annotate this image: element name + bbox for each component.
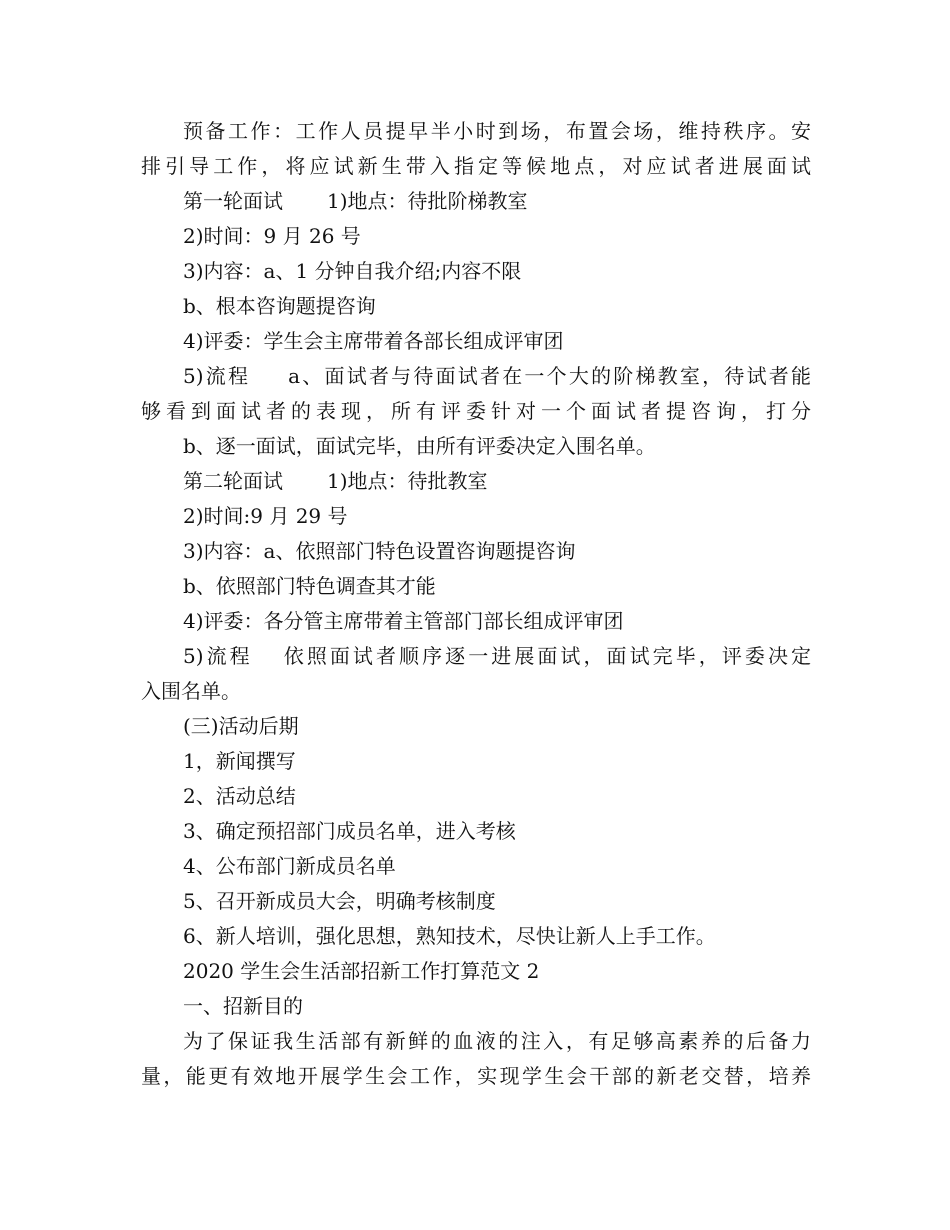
- second-round-heading-line: [141, 464, 811, 499]
- paragraph-line: [141, 254, 811, 289]
- line-text: 6、新人培训，强化思想，熟知技术，尽快让新人上手工作。: [183, 924, 716, 948]
- paragraph-line: [141, 114, 811, 149]
- line-text: 4、公布部门新成员名单: [183, 854, 396, 878]
- list-item: [141, 779, 811, 814]
- paragraph-line: [141, 429, 811, 464]
- paragraph-line: [141, 1059, 811, 1094]
- list-item: [141, 744, 811, 779]
- line-text: 3)内容：a、依照部门特色设置咨询题提咨询: [183, 539, 576, 563]
- line-text: 一、招新目的: [183, 994, 303, 1018]
- list-item: [141, 849, 811, 884]
- paragraph-line: [141, 324, 811, 359]
- paragraph-line: [141, 394, 811, 429]
- section-heading: [141, 709, 811, 744]
- line-text: b、依照部门特色调查其才能: [183, 574, 436, 598]
- paragraph-line: [141, 604, 811, 639]
- line-text: 1)地点：待批阶梯教室: [327, 189, 528, 213]
- line-text: 入围名单。: [141, 679, 241, 703]
- first-round-heading-line: [141, 184, 811, 219]
- process-line: [141, 639, 811, 674]
- line-text: b、根本咨询题提咨询: [183, 294, 376, 318]
- line-text: 2020 学生会生活部招新工作打算范文 2: [183, 959, 540, 983]
- line-text: 1)地点：待批教室: [327, 469, 488, 493]
- line-text: 4)评委：各分管主席带着主管部门部长组成评审团: [183, 609, 624, 633]
- paragraph-line: [141, 499, 811, 534]
- line-text: 5、召开新成员大会，明确考核制度: [183, 889, 496, 913]
- paragraph-line: [141, 289, 811, 324]
- paragraph-line: [141, 569, 811, 604]
- process-line: [141, 359, 811, 394]
- paragraph-line: [141, 1024, 811, 1059]
- list-item: [141, 884, 811, 919]
- line-text: 第一轮面试: [183, 189, 283, 213]
- line-text: 3)内容：a、1 分钟自我介绍;内容不限: [183, 259, 522, 283]
- line-text: 依照面试者顺序逐一进展面试，面试完毕，评委决定: [280, 644, 812, 668]
- paragraph-line: [141, 534, 811, 569]
- line-text: 2、活动总结: [183, 784, 296, 808]
- paragraph-line: [141, 219, 811, 254]
- document-title: [141, 954, 811, 989]
- line-text: 够看到面试者的表现，所有评委针对一个面试者提咨询，打分: [141, 399, 811, 423]
- paragraph-line: [141, 149, 811, 184]
- line-text: 第二轮面试: [183, 469, 283, 493]
- document-body: [141, 114, 811, 1094]
- line-text: 3、确定预招部门成员名单，进入考核: [183, 819, 516, 843]
- line-text: 为了保证我生活部有新鲜的血液的注入，有足够高素养的后备力: [183, 1029, 811, 1053]
- list-item: [141, 814, 811, 849]
- line-text: b、逐一面试，面试完毕，由所有评委决定入围名单。: [183, 434, 656, 458]
- line-text: 4)评委：学生会主席带着各部长组成评审团: [183, 329, 564, 353]
- section-heading: [141, 989, 811, 1024]
- list-item: [141, 919, 811, 954]
- line-text: 1，新闻撰写: [183, 749, 296, 773]
- paragraph-line: [141, 674, 811, 709]
- line-text: 5)流程: [183, 364, 251, 388]
- line-text: a、面试者与待面试者在一个大的阶梯教室，待试者能: [288, 364, 811, 388]
- line-text: 量，能更有效地开展学生会工作，实现学生会干部的新老交替，培养: [141, 1064, 811, 1088]
- line-text: 5)流程: [183, 644, 253, 668]
- line-text: (三)活动后期: [183, 714, 299, 738]
- line-text: 预备工作：工作人员提早半小时到场，布置会场，维持秩序。安: [183, 119, 811, 143]
- line-text: 2)时间：9 月 26 号: [183, 224, 361, 248]
- line-text: 2)时间:9 月 29 号: [183, 504, 348, 528]
- line-text: 排引导工作，将应试新生带入指定等候地点，对应试者进展面试: [141, 154, 811, 178]
